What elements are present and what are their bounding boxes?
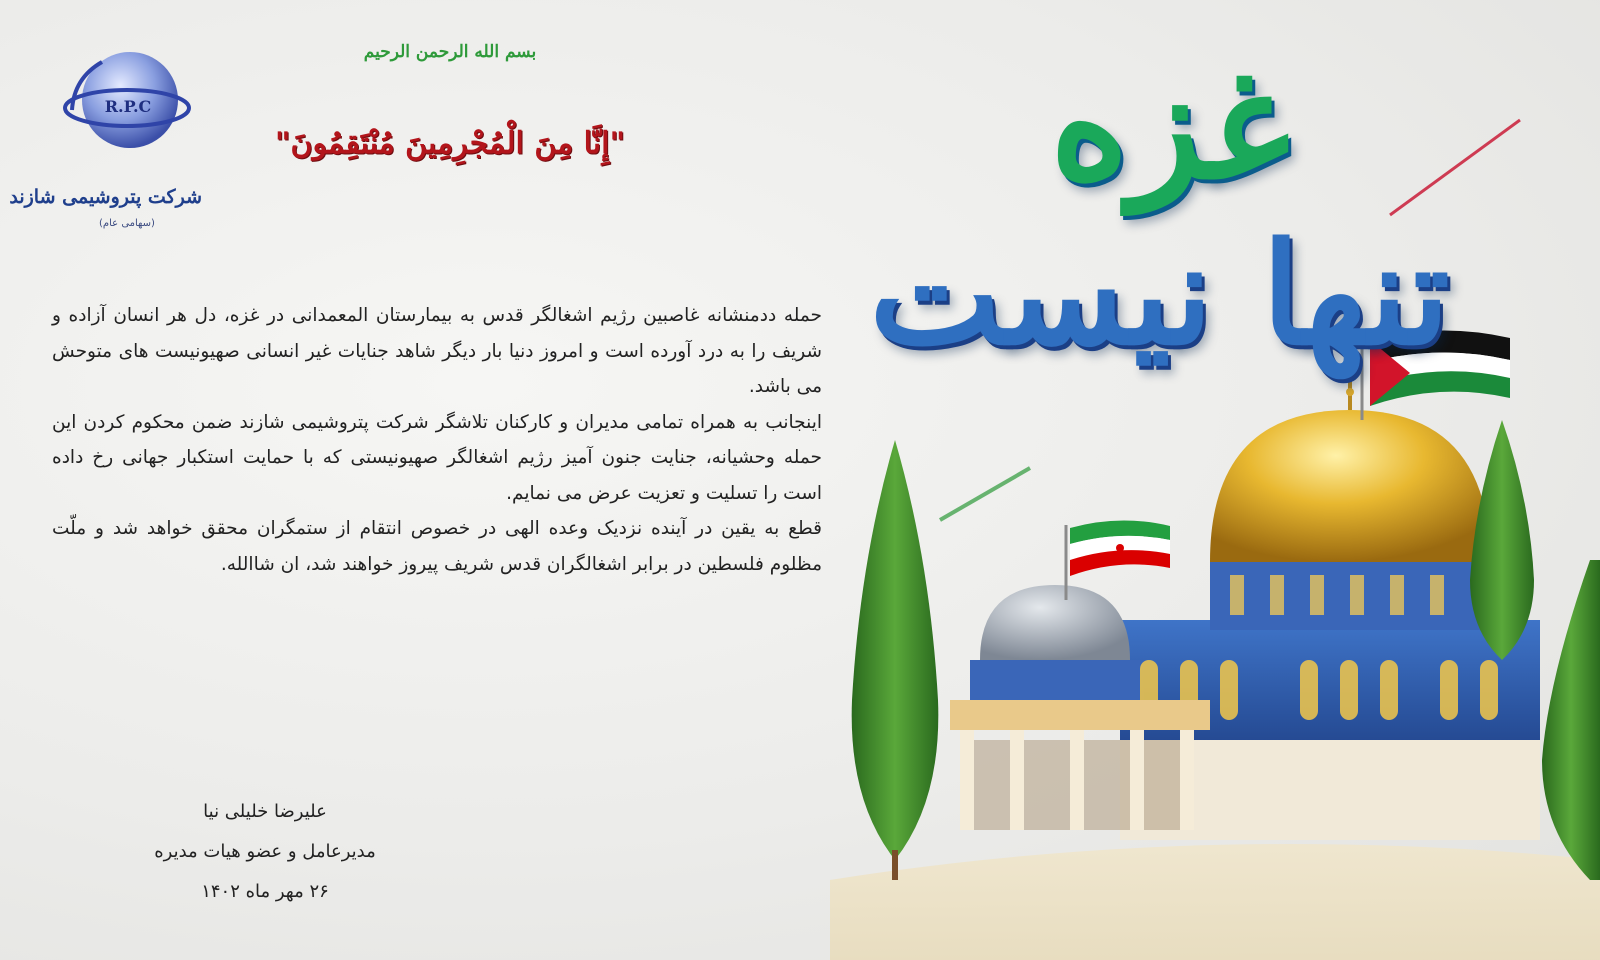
signatory-title: مدیرعامل و عضو هیات مدیره bbox=[154, 841, 376, 862]
cypress-tree-right bbox=[1470, 420, 1534, 660]
gaza-artwork bbox=[830, 0, 1600, 960]
company-name: شرکت پتروشیمی شازند bbox=[9, 186, 202, 208]
condolence-message bbox=[52, 298, 822, 582]
cypress-tree-edge bbox=[1542, 560, 1600, 880]
message-paragraph: حمله ددمنشانه غاصبین رژیم اشغالگر قدس به بیمارستان المعمدانی در غزه، دل هر انسان آزاده و شریف را به درد آورده است و امروز دنیا بار دیگر شاهد جنایات غیر انسانی صهیونیست های متوحش می باشد. bbox=[52, 305, 822, 397]
cypress-tree-left bbox=[852, 440, 939, 880]
green-streak bbox=[940, 468, 1030, 520]
bismillah-heading: بسم الله الرحمن الرحیم bbox=[363, 42, 537, 62]
quran-verse: "إِنَّا مِنَ الْمُجْرِمِينَ مُنْتَقِمُونَ" bbox=[274, 126, 626, 161]
calligraphy-not-alone: تنها نیست bbox=[869, 213, 1450, 377]
signatory-name: علیرضا خلیلی نیا bbox=[203, 801, 327, 822]
logo-initials: R.P.C bbox=[104, 97, 152, 116]
message-paragraph: اینجانب به همراه تمامی مدیران و کارکنان تلاشگر شرکت پتروشیمی شازند ضمن محکوم کردن این حمله وحشیانه، جنایت جنون آمیز رژیم اشغالگر صهیونیستی که با حمایت استکبار جهانی رخ داده است را تسلیت و تعزیت عرض می نمایم. bbox=[52, 411, 822, 504]
calligraphy-title bbox=[869, 37, 1450, 440]
company-logo bbox=[9, 48, 202, 248]
signature-date: ۲۶ مهر ماه ۱۴۰۲ bbox=[201, 881, 329, 902]
rpc-globe-icon bbox=[62, 48, 192, 158]
signature-block bbox=[120, 792, 410, 912]
message-paragraph: قطع به یقین در آینده نزدیک وعده الهی در خصوص انتقام از ستمگران محقق خواهد شد و ملّت مظلوم فلسطین در برابر اشغالگران قدس شریف پیروز خواهند شد، ان شاالله. bbox=[52, 518, 822, 575]
company-type: (سهامی عام) bbox=[99, 218, 155, 229]
calligraphy-gaza: غزه bbox=[1050, 37, 1290, 213]
